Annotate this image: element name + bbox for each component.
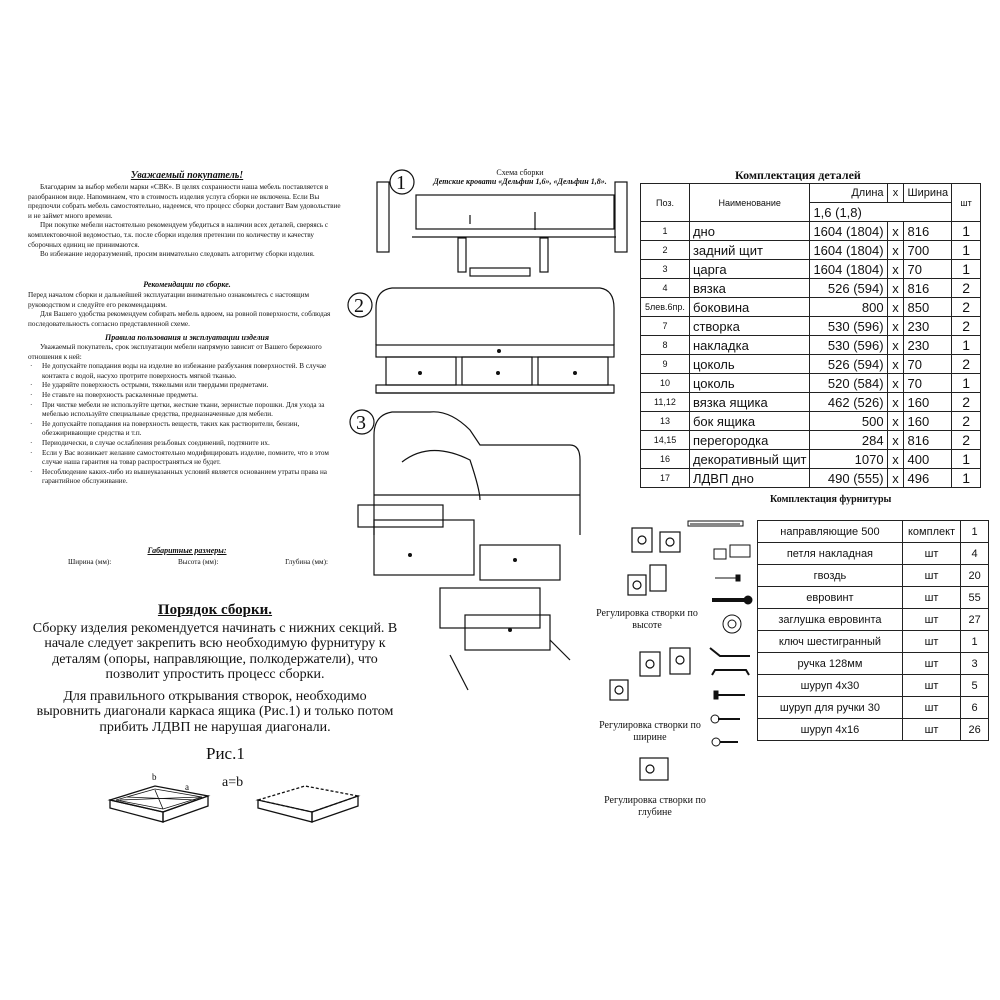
- assembly-rec-paragraph: Для Вашего удобства рекомендуем собирать мебель вдвоем, на ровной поверхности, соблюдая последовательность согласно представленной схеме.: [28, 310, 331, 328]
- assembly-rec-heading: Рекомендации по сборке.: [143, 280, 231, 289]
- hardware-cell-name: гвоздь: [758, 565, 903, 587]
- parts-cell-qty: 1: [952, 222, 981, 241]
- hardware-cell-qty: 3: [961, 653, 989, 675]
- parts-cell-qty: 2: [952, 355, 981, 374]
- parts-cell-width: 70: [904, 355, 952, 374]
- parts-cell-name: вязка ящика: [689, 393, 809, 412]
- step-number: 1: [396, 172, 406, 194]
- hardware-cell-unit: шт: [902, 631, 960, 653]
- parts-cell-pos: 11,12: [641, 393, 690, 412]
- hardware-title: Комплектация фурнитуры: [770, 494, 892, 505]
- usage-rule-item: · Не допускайте попадания на поверхность веществ, таких как растворители, бензин, обезжиривающие средства и т.п.: [28, 420, 346, 439]
- parts-cell-pos: 9: [641, 355, 690, 374]
- parts-cell-length: 530 (596): [810, 336, 887, 355]
- usage-rule-item: · При чистке мебели не используйте щетки, жесткие ткани, зернистые порошки. Для ухода за мебелью используйте специальные средства, предназначенные для мебели.: [28, 401, 346, 420]
- hardware-cell-name: направляющие 500: [758, 521, 903, 543]
- parts-cell-length: 500: [810, 412, 887, 431]
- parts-cell-width: 160: [904, 393, 952, 412]
- parts-cell-length: 800: [810, 298, 887, 317]
- hardware-cell-qty: 1: [961, 631, 989, 653]
- figure-label: Рис.1: [206, 744, 245, 763]
- intro-paragraph: Во избежание недоразумений, просим внимательно следовать алгоритму сборки изделия.: [40, 250, 315, 259]
- hardware-cell-qty: 6: [961, 697, 989, 719]
- hardware-cell-name: шуруп 4х30: [758, 675, 903, 697]
- parts-cell-width: 816: [904, 279, 952, 298]
- parts-cell-width: 496: [904, 469, 952, 488]
- dimension-width-label: Ширина (мм):: [68, 558, 112, 566]
- intro-paragraph: Благодарим за выбор мебели марки «СВК». В целях сохранности наша мебель поставляется в разобранном виде. Напоминаем, что в стоимость изделия услуга сборки не включена. Если Вы предпочли собрать мебель самостоятельно, надеемся, что процесс сборки доставит Вам удовольствие и не займет много времени.: [28, 183, 341, 220]
- parts-cell-qty: 1: [952, 469, 981, 488]
- hardware-cell-unit: шт: [902, 697, 960, 719]
- intro-heading: Уважаемый покупатель!: [130, 170, 244, 181]
- parts-title: Комплектация деталей: [735, 168, 861, 182]
- parts-cell-width: 230: [904, 317, 952, 336]
- parts-cell-name: боковина: [689, 298, 809, 317]
- parts-cell-qty: 2: [952, 317, 981, 336]
- assembly-order-paragraph: Для правильного открывания створок, необходимо выровнить диагонали каркаса ящика (Рис.1) и только потом прибить ЛДВП не нарушая диагонали.: [36, 688, 394, 735]
- figure-label-a: a: [185, 782, 189, 792]
- adjust-height-caption: Регулировка створки по высоте: [596, 608, 698, 631]
- hardware-cell-name: шуруп 4х16: [758, 719, 903, 741]
- parts-cell-x: x: [887, 336, 904, 355]
- parts-cell-x: x: [887, 241, 904, 260]
- column-header-width: Ширина: [904, 184, 952, 203]
- screw-icon: [714, 691, 745, 699]
- parts-cell-width: 70: [904, 374, 952, 393]
- step-number: 2: [354, 295, 364, 317]
- parts-cell-name: створка: [689, 317, 809, 336]
- hardware-cell-name: заглушка евровинта: [758, 609, 903, 631]
- parts-cell-pos: 10: [641, 374, 690, 393]
- parts-cell-x: x: [887, 355, 904, 374]
- assembly-order-heading: Порядок сборки.: [157, 602, 273, 618]
- scheme-subtitle: Детские кровати «Дельфин 1,6», «Дельфин 1,8».: [433, 177, 607, 186]
- parts-cell-length: 490 (555): [810, 469, 887, 488]
- hinge-adjust-depth-icon: [640, 758, 668, 780]
- column-header-pos: Поз.: [641, 184, 690, 222]
- parts-cell-width: 816: [904, 431, 952, 450]
- usage-rule-item: · Не ударяйте поверхность острыми, тяжелыми или твердыми предметами.: [28, 381, 346, 391]
- step-number: 3: [356, 412, 366, 434]
- hinge-adjust-height-icon: [628, 528, 680, 595]
- parts-cell-name: декоративный щит: [689, 450, 809, 469]
- parts-cell-name: бок ящика: [689, 412, 809, 431]
- usage-rule-item: · Периодически, в случае ослабления резьбовых соединений, подтяните их.: [28, 439, 346, 449]
- parts-cell-pos: 13: [641, 412, 690, 431]
- parts-cell-name: вязка: [689, 279, 809, 298]
- parts-cell-qty: 2: [952, 279, 981, 298]
- parts-cell-pos: 3: [641, 260, 690, 279]
- parts-cell-length: 284: [810, 431, 887, 450]
- parts-cell-length: 530 (596): [810, 317, 887, 336]
- figure-label-b: b: [152, 772, 157, 782]
- scheme-title: Схема сборки: [496, 168, 544, 177]
- figure-equation: a=b: [222, 775, 244, 790]
- parts-cell-pos: 4: [641, 279, 690, 298]
- parts-cell-x: x: [887, 260, 904, 279]
- parts-cell-pos: 2: [641, 241, 690, 260]
- parts-cell-length: 1604 (1804): [810, 260, 887, 279]
- dimensions-heading: Габаритные размеры:: [147, 546, 227, 555]
- column-header-x: x: [887, 184, 904, 203]
- screw-cap-icon: [723, 615, 741, 633]
- parts-cell-pos: 14,15: [641, 431, 690, 450]
- column-header-size: 1,6 (1,8): [810, 203, 952, 222]
- parts-cell-width: 70: [904, 260, 952, 279]
- parts-cell-width: 816: [904, 222, 952, 241]
- screw-icon: [711, 715, 740, 723]
- parts-cell-name: перегородка: [689, 431, 809, 450]
- parts-cell-name: задний щит: [689, 241, 809, 260]
- slide-rail-icon: [688, 521, 743, 526]
- hardware-cell-qty: 27: [961, 609, 989, 631]
- column-header-name: Наименование: [689, 184, 809, 222]
- parts-cell-length: 462 (526): [810, 393, 887, 412]
- hardware-cell-unit: шт: [902, 653, 960, 675]
- hardware-cell-name: шуруп для ручки 30: [758, 697, 903, 719]
- hardware-cell-qty: 1: [961, 521, 989, 543]
- parts-cell-x: x: [887, 317, 904, 336]
- parts-cell-qty: 1: [952, 450, 981, 469]
- parts-cell-pos: 7: [641, 317, 690, 336]
- hardware-cell-unit: шт: [902, 565, 960, 587]
- hardware-cell-name: ручка 128мм: [758, 653, 903, 675]
- hardware-cell-name: евровинт: [758, 587, 903, 609]
- parts-cell-pos: 8: [641, 336, 690, 355]
- hardware-cell-qty: 26: [961, 719, 989, 741]
- hardware-cell-unit: шт: [902, 609, 960, 631]
- parts-cell-width: 400: [904, 450, 952, 469]
- parts-cell-qty: 2: [952, 298, 981, 317]
- parts-cell-qty: 1: [952, 260, 981, 279]
- usage-rule-item: · Несоблюдение каких-либо из вышеуказанных условий является основанием утраты права на гарантийное обслуживание.: [28, 468, 346, 487]
- hardware-cell-unit: комплект: [902, 521, 960, 543]
- hinge-adjust-width-icon: [610, 648, 690, 700]
- adjust-width-caption: Регулировка створки по ширине: [599, 720, 701, 743]
- usage-rule-item: · Не ставьте на поверхность раскаленные предметы.: [28, 391, 346, 401]
- parts-cell-x: x: [887, 298, 904, 317]
- parts-cell-x: x: [887, 222, 904, 241]
- parts-cell-length: 1070: [810, 450, 887, 469]
- hinge-icon: [714, 545, 750, 559]
- parts-cell-qty: 2: [952, 393, 981, 412]
- parts-cell-length: 1604 (1804): [810, 222, 887, 241]
- hardware-cell-qty: 4: [961, 543, 989, 565]
- hardware-cell-qty: 20: [961, 565, 989, 587]
- hardware-cell-qty: 5: [961, 675, 989, 697]
- dimension-depth-label: Глубина (мм):: [285, 558, 328, 566]
- assembly-rec-paragraph: Перед началом сборки и дальнейшей эксплуатации внимательно ознакомьтесь с настоящим руководством и следуйте его рекомендациям.: [28, 291, 310, 309]
- parts-cell-qty: 1: [952, 374, 981, 393]
- parts-cell-x: x: [887, 469, 904, 488]
- usage-rule-item: · Не допускайте попадания воды на изделие во избежание разбухания поверхностей. В случае контакта с водой, насухо протрите поверхность мягкой тканью.: [28, 362, 346, 381]
- hardware-cell-qty: 55: [961, 587, 989, 609]
- dimension-height-label: Высота (мм):: [177, 558, 219, 566]
- usage-rules-heading: Правила пользования и эксплуатации изделия: [104, 333, 269, 342]
- usage-rule-item: · Если у Вас возникает желание самостоятельно модифицировать изделие, помните, что в этом случае наша гарантия на товар распространяться не будет.: [28, 449, 346, 468]
- parts-cell-x: x: [887, 431, 904, 450]
- parts-cell-length: 1604 (1804): [810, 241, 887, 260]
- parts-cell-qty: 1: [952, 241, 981, 260]
- parts-cell-pos: 5лев.6пр.: [641, 298, 690, 317]
- parts-cell-x: x: [887, 393, 904, 412]
- parts-cell-name: ЛДВП дно: [689, 469, 809, 488]
- column-header-length: Длина: [810, 184, 887, 203]
- parts-cell-x: x: [887, 450, 904, 469]
- euro-screw-icon: [712, 596, 752, 604]
- hardware-cell-unit: шт: [902, 675, 960, 697]
- parts-cell-qty: 1: [952, 336, 981, 355]
- hardware-cell-name: ключ шестигранный: [758, 631, 903, 653]
- parts-cell-length: 526 (594): [810, 355, 887, 374]
- parts-cell-pos: 1: [641, 222, 690, 241]
- parts-cell-name: дно: [689, 222, 809, 241]
- parts-cell-pos: 17: [641, 469, 690, 488]
- hardware-cell-name: петля накладная: [758, 543, 903, 565]
- usage-rules-intro: Уважаемый покупатель, срок эксплуатации мебели напрямую зависит от Вашего бережного отношения к ней:: [28, 343, 322, 361]
- parts-cell-name: царга: [689, 260, 809, 279]
- parts-cell-width: 850: [904, 298, 952, 317]
- parts-cell-x: x: [887, 279, 904, 298]
- assembly-order-paragraph: Сборку изделия рекомендуется начинать с нижних секций. В начале следует закрепить всю необходимую фурнитуру к деталям (опоры, направляющие, полкодержатели), что позволит упростить процесс сборки.: [32, 620, 398, 682]
- nail-icon: [715, 575, 740, 581]
- parts-cell-pos: 16: [641, 450, 690, 469]
- parts-cell-width: 230: [904, 336, 952, 355]
- parts-cell-length: 526 (594): [810, 279, 887, 298]
- parts-cell-length: 520 (584): [810, 374, 887, 393]
- parts-cell-qty: 2: [952, 412, 981, 431]
- hex-key-icon: [710, 648, 750, 656]
- screw-icon: [712, 738, 738, 746]
- parts-cell-width: 700: [904, 241, 952, 260]
- column-header-unit: шт: [952, 184, 981, 222]
- parts-cell-x: x: [887, 374, 904, 393]
- handle-icon: [712, 670, 749, 675]
- parts-cell-width: 160: [904, 412, 952, 431]
- adjust-depth-caption: Регулировка створки по глубине: [604, 795, 706, 818]
- intro-paragraph: При покупке мебели настоятельно рекомендуем убедиться в наличии всех деталей, сверяясь с комплектовочной ведомостью, т.к. после сборки изделия претензии по количеству и качеству сборочных единиц не принимаются.: [28, 221, 329, 249]
- hardware-cell-unit: шт: [902, 543, 960, 565]
- parts-cell-qty: 2: [952, 431, 981, 450]
- parts-cell-x: x: [887, 412, 904, 431]
- parts-cell-name: цоколь: [689, 355, 809, 374]
- parts-cell-name: накладка: [689, 336, 809, 355]
- parts-cell-name: цоколь: [689, 374, 809, 393]
- hardware-cell-unit: шт: [902, 719, 960, 741]
- hardware-cell-unit: шт: [902, 587, 960, 609]
